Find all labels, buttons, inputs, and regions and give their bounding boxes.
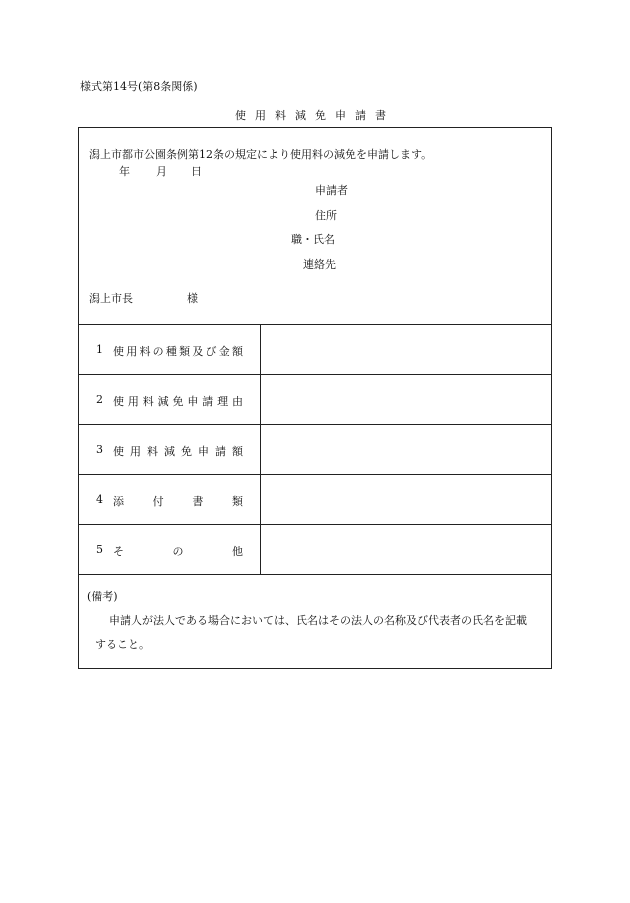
row-label-cell: [79, 325, 261, 374]
row-label: 添 付 書 類: [113, 495, 243, 508]
row-value-field[interactable]: [261, 375, 551, 424]
row-label-cell: [79, 525, 261, 574]
intro-text: 潟上市都市公園条例第12条の規定により使用料の減免を申請します。: [89, 148, 433, 161]
applicant-name-field[interactable]: 職・氏名: [291, 233, 335, 246]
row-value-field[interactable]: [261, 525, 551, 574]
document-title: 使用料減免申請書: [235, 109, 395, 122]
form-row: [79, 325, 551, 375]
remarks-text-line1: 申請人が法人である場合においては、氏名はその法人の名称及び代表者の氏名を記載: [109, 614, 527, 627]
row-number: 2: [96, 393, 103, 406]
row-number: 5: [96, 543, 103, 556]
applicant-contact-field[interactable]: 連絡先: [303, 258, 336, 271]
row-number: 1: [96, 343, 103, 356]
form-row: [79, 425, 551, 475]
row-label: そ の 他: [113, 545, 243, 558]
form-rows: [79, 325, 551, 575]
row-number: 4: [96, 493, 103, 506]
date-month-field[interactable]: 月: [156, 165, 167, 178]
application-form: [78, 127, 552, 669]
form-row: [79, 475, 551, 525]
date-day-field[interactable]: 日: [191, 165, 202, 178]
addressee-name: 潟上市長: [89, 292, 133, 305]
row-label: 使 用 料 減 免 申 請 額: [113, 445, 243, 458]
remarks-section: [79, 575, 551, 670]
form-row: [79, 375, 551, 425]
row-value-field[interactable]: [261, 425, 551, 474]
addressee-honorific: 様: [187, 292, 198, 305]
row-label-cell: [79, 375, 261, 424]
row-value-field[interactable]: [261, 475, 551, 524]
addressee: [89, 290, 198, 306]
remarks-title: (備考): [87, 590, 118, 603]
remarks-text-line2: すること。: [95, 638, 150, 651]
form-row: [79, 525, 551, 575]
row-label-cell: [79, 475, 261, 524]
row-label: 使 用 料 の 種 類 及 び 金 額: [113, 345, 243, 358]
applicant-address-field[interactable]: 住所: [315, 209, 337, 222]
date-year-field[interactable]: 年: [119, 165, 130, 178]
applicant-label: 申請者: [315, 184, 348, 197]
row-number: 3: [96, 443, 103, 456]
form-header-section: [79, 128, 551, 325]
row-label-cell: [79, 425, 261, 474]
row-label: 使 用 料 減 免 申 請 理 由: [113, 395, 243, 408]
form-number: 様式第14号(第8条関係): [80, 80, 198, 93]
row-value-field[interactable]: [261, 325, 551, 374]
